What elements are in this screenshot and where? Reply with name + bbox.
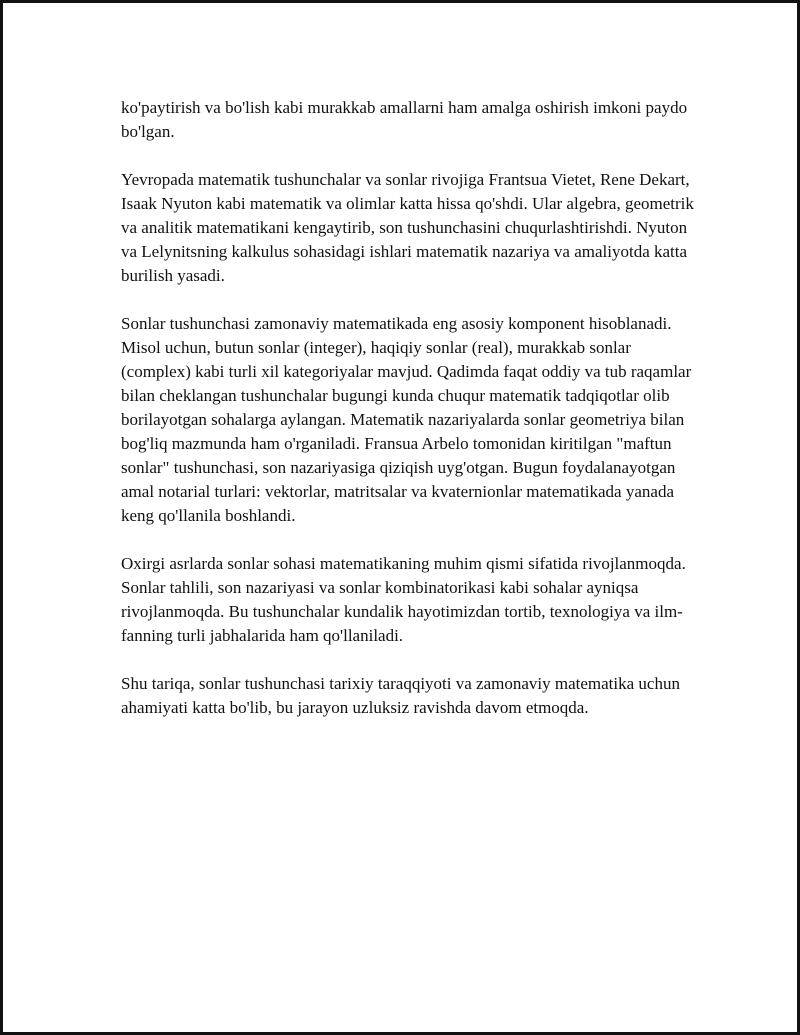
paragraph-4: Oxirgi asrlarda sonlar sohasi matematikaning muhim qismi sifatida rivojlanmoqda. Sonlar tahlili, son nazariyasi va sonlar kombinatorikasi kabi sohalar ayniqsa rivojlanmoqda. Bu tushunchalar kundalik hayotimizdan tortib, texnologiya va ilm-fanning turli jabhalarida ham qo'llaniladi.	[121, 554, 686, 645]
document-body	[121, 96, 701, 744]
paragraph-1: ko'paytirish va bo'lish kabi murakkab amallarni ham amalga oshirish imkoni paydo bo'lgan.	[121, 98, 688, 141]
paragraph-2: Yevropada matematik tushunchalar va sonlar rivojiga Frantsua Vietet, Rene Dekart, Isaak Nyuton kabi matematik va olimlar katta hissa qo'shdi. Ular algebra, geometrik va analitik matematikani kengaytirib, son tushunchasini chuqurlashtirishdi. Nyuton va Lelynitsning kalkulus sohasidagi ishlari matematik nazariya va amaliyotda katta burilish yasadi.	[121, 170, 694, 285]
paragraph-3: Sonlar tushunchasi zamonaviy matematikada eng asosiy komponent hisoblanadi. Misol uchun, butun sonlar (integer), haqiqiy sonlar (real), murakkab sonlar (complex) kabi turli xil kategoriyalar mavjud. Qadimda faqat oddiy va tub raqamlar bilan cheklangan tushunchalar bugungi kunda chuqur matematik tadqiqotlar olib borilayotgan sohalarga aylangan. Matematik nazariyalarda sonlar geometriya bilan bog'liq mazmunda ham o'rganiladi. Fransua Arbelo tomonidan kiritilgan "maftun sonlar" tushunchasi, son nazariyasiga qiziqish uyg'otgan. Bugun foydalanayotgan amal notarial turlari: vektorlar, matritsalar va kvaternionlar matematikada yanada keng qo'llanila boshlandi.	[121, 314, 692, 525]
paragraph-5: Shu tariqa, sonlar tushunchasi tarixiy taraqqiyoti va zamonaviy matematika uchun ahamiyati katta bo'lib, bu jarayon uzluksiz ravishda davom etmoqda.	[121, 674, 680, 717]
